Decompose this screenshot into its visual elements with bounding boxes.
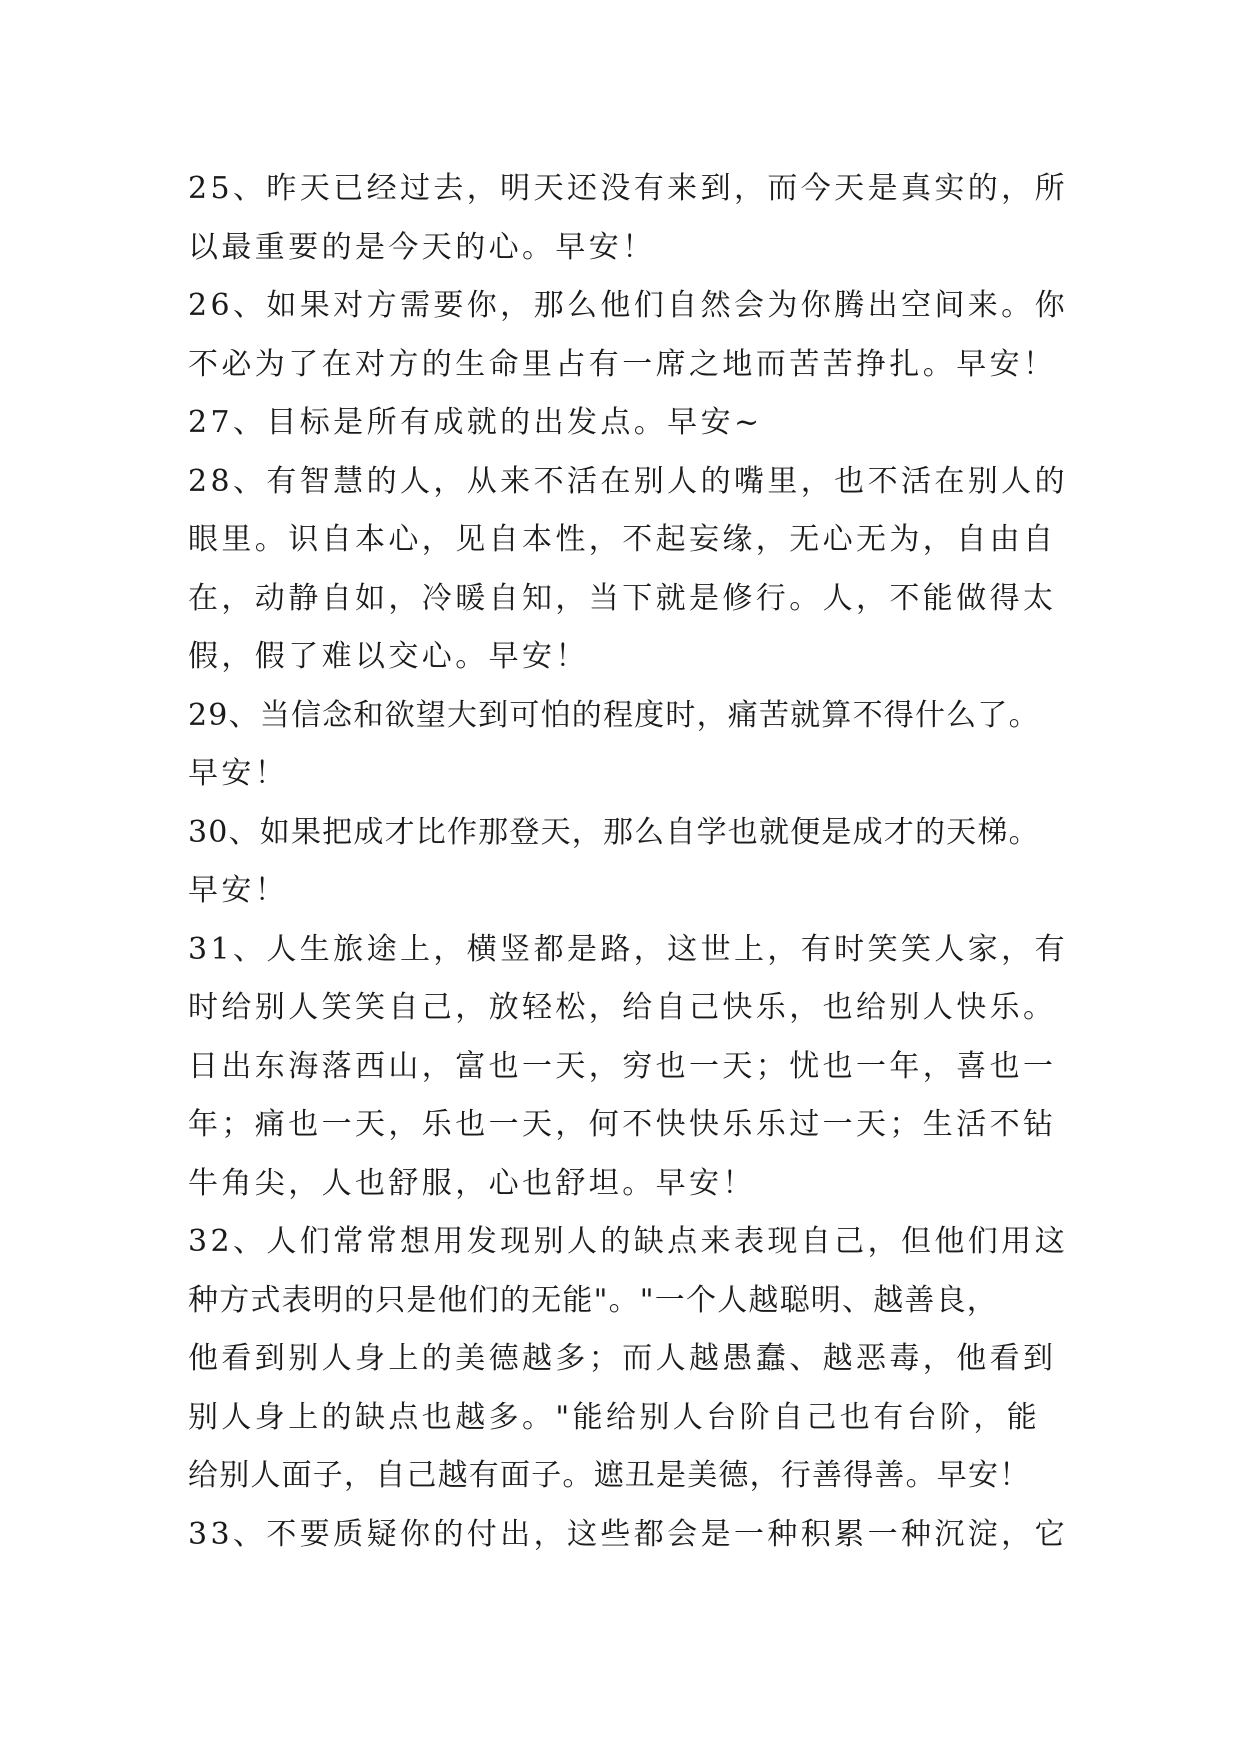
text-line: 25、昨天已经过去，明天还没有来到，而今天是真实的，所: [188, 171, 1068, 206]
text-line: 32、人们常常想用发现别人的缺点来表现自己，但他们用这: [188, 1224, 1068, 1259]
text-line: 26、如果对方需要你，那么他们自然会为你腾出空间来。你: [188, 288, 1068, 323]
text-line: 给别人面子，自己越有面子。遮丑是美德，行善得善。早安！: [188, 1458, 1031, 1493]
text-line: 牛角尖，人也舒服，心也舒坦。早安！: [188, 1165, 756, 1201]
text-line: 别人身上的缺点也越多。"能给别人台阶自己也有台阶，能: [188, 1399, 1041, 1435]
text-line: 30、如果把成才比作那登天，那么自学也就便是成才的天梯。: [188, 814, 1040, 850]
text-line: 在，动静自如，冷暖自知，当下就是修行。人，不能做得太: [188, 580, 1057, 616]
document-body: [188, 160, 1068, 1564]
text-line: 眼里。识自本心，见自本性，不起妄缘，无心无为，自由自: [188, 522, 1057, 557]
text-line: 以最重要的是今天的心。早安！: [188, 229, 656, 265]
text-line: 他看到别人身上的美德越多；而人越愚蠢、越恶毒，他看到: [188, 1341, 1057, 1376]
text-line: 29、当信念和欲望大到可怕的程度时，痛苦就算不得什么了。: [188, 697, 1040, 733]
text-line: 不必为了在对方的生命里占有一席之地而苦苦挣扎。早安！: [188, 346, 1057, 382]
text-line: 28、有智慧的人，从来不活在别人的嘴里，也不活在别人的: [188, 463, 1068, 499]
text-line: 27、目标是所有成就的出发点。早安~: [188, 405, 763, 440]
text-line: 日出东海落西山，富也一天，穷也一天；忧也一年，喜也一: [188, 1048, 1057, 1084]
text-line: 31、人生旅途上，横竖都是路，这世上，有时笑笑人家，有: [188, 931, 1068, 967]
text-line: 假，假了难以交心。早安！: [188, 639, 589, 674]
text-line: 早安！: [188, 873, 289, 908]
text-line: 年；痛也一天，乐也一天，何不快快乐乐过一天；生活不钻: [188, 1107, 1057, 1142]
text-line: 种方式表明的只是他们的无能"。"一个人越聪明、越善良，: [188, 1282, 998, 1318]
text-line: 早安！: [188, 756, 289, 791]
text-line: 时给别人笑笑自己，放轻松，给自己快乐，也给别人快乐。: [188, 990, 1057, 1025]
text-line: 33、不要质疑你的付出，这些都会是一种积累一种沉淀，它: [188, 1516, 1068, 1552]
